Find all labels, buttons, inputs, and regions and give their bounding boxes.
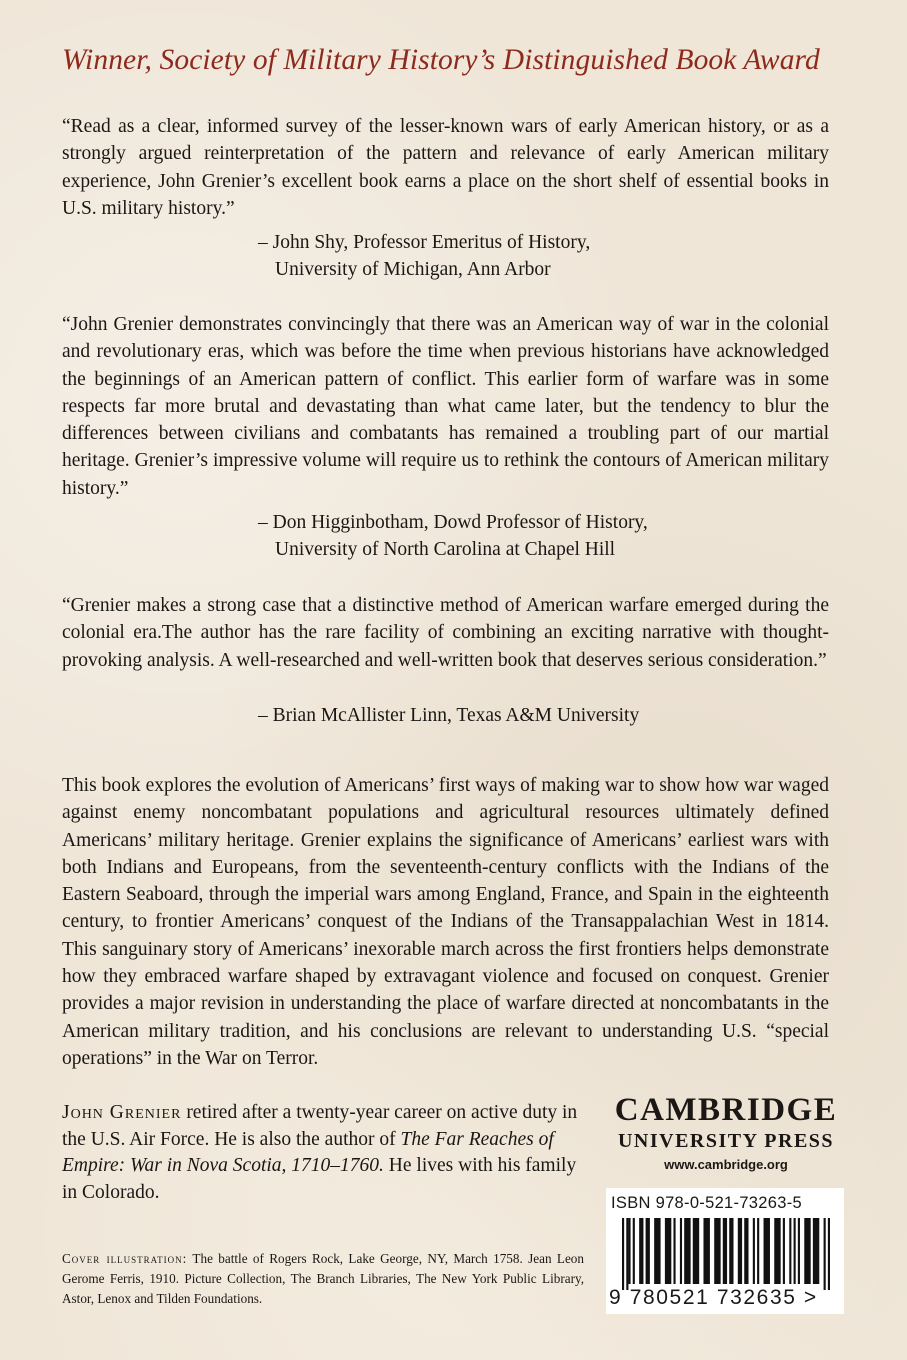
author-bio-closing: He lives with his family in Colorado. — [62, 1155, 577, 1203]
isbn-label: ISBN 978-0-521-73263-5 — [611, 1194, 802, 1212]
barcode-box — [606, 1188, 844, 1314]
publisher-subname: UNIVERSITY PRESS — [617, 1130, 835, 1152]
barcode-bar — [794, 1218, 796, 1284]
barcode-bar — [703, 1218, 709, 1284]
barcode-bar — [804, 1218, 810, 1284]
barcode-bar — [646, 1218, 650, 1284]
barcode-bar — [798, 1218, 800, 1284]
blurb-attribution-shy — [258, 229, 590, 284]
barcode-bar — [738, 1218, 742, 1284]
barcode-bar — [684, 1218, 690, 1284]
ean-digits: 9 780521 732635 > — [609, 1286, 818, 1309]
barcode-bar — [693, 1218, 699, 1284]
barcode-bar — [774, 1218, 780, 1284]
attribution-line-2: University of North Carolina at Chapel Hill — [275, 539, 616, 561]
cover-credit-text: The battle of Rogers Rock, Lake George, NY, March 1758. Jean Leon Gerome Ferris, 1910. Picture Collection, The Branch Libraries, The New York Public Library, Astor, Lenox and Tilden Foundations. — [62, 1251, 584, 1306]
barcode-bar — [744, 1218, 748, 1284]
barcode-bar — [639, 1218, 643, 1284]
publisher-block — [606, 1092, 846, 1175]
barcode-bar — [729, 1218, 733, 1284]
blurb-quote-shy: “Read as a clear, informed survey of the lesser-known wars of early American history, or as a strongly argued reinterpretation of the pattern and relevance of early American military experience, John Grenier’s excellent book earns a place on the short shelf of essential books in U.S. military history.” — [62, 116, 829, 219]
barcode-bar — [813, 1218, 819, 1284]
barcode-bar — [680, 1218, 682, 1284]
book-description: This book explores the evolution of Americans’ first ways of making war to show how war waged against enemy noncombatant populations and agricultural resources ultimately defined Americans’ military heritage. Grenier explains the significance of Americans’ earliest wars with both Indians and Europeans, from the seventeenth-century conflicts with the Indians of the Eastern Seaboard, through the imperial wars among England, France, and Spain in the eighteenth century, to frontier Americans’ conquest of the Indians of the Transappalachian West in 1814. This sanguinary story of Americans’ inexorable march across the first frontiers helps demonstrate how they embraced warfare shaped by extravagant violence and focused on conquest. Grenier provides a major revision in understanding the place of warfare directed at noncombatants in the American military tradition, and his conclusions are relevant to understanding U.S. “special operations” in the War on Terror. — [62, 775, 829, 1069]
author-bio — [62, 1100, 592, 1206]
barcode-bar — [654, 1218, 660, 1284]
barcode-bar — [753, 1218, 755, 1284]
barcode-bar — [628, 1218, 630, 1284]
barcode-bar — [633, 1218, 635, 1284]
barcode-bar — [789, 1218, 791, 1284]
barcode-bar — [714, 1218, 720, 1284]
attribution-line-2: University of Michigan, Ann Arbor — [275, 259, 551, 281]
barcode-bar — [622, 1218, 624, 1290]
barcode-bar — [757, 1218, 759, 1284]
author-bio-text: retired after a twenty-year career on active duty in the U.S. Air Force. He is also the author of — [62, 1102, 578, 1150]
award-banner: Winner, Society of Military History’s Distinguished Book Award — [62, 44, 820, 76]
publisher-url: www.cambridge.org — [664, 1157, 788, 1172]
blurb-attribution-higginbotham — [258, 509, 648, 564]
barcode-bar — [626, 1218, 628, 1290]
blurb-quote-higginbotham: “John Grenier demonstrates convincingly that there was an American way of war in the colonial and revolutionary eras, which was before the time when previous historians have acknowledged the beginnings of an American pattern of conflict. This earlier form of warfare was in some respects far more brutal and devastating than what came later, but the tendency to blur the differences between civilians and combatants has remained a troubling part of our martial heritage. Grenier’s impressive volume will require us to rethink the contours of American military history.” — [62, 314, 829, 499]
cover-credit — [62, 1249, 584, 1309]
attribution-line-1: – Don Higginbotham, Dowd Professor of History, — [258, 512, 648, 533]
blurb-quote-linn: “Grenier makes a strong case that a distinctive method of American warfare emerged during the colonial era.The author has the rare facility of combining an exciting narrative with thought-provoking analysis. A well-researched and well-written book that deserves serious consideration.” — [62, 595, 829, 671]
publisher-name: CAMBRIDGE — [614, 1092, 838, 1128]
barcode-bar — [824, 1218, 826, 1290]
barcode-bar — [828, 1218, 830, 1290]
attribution-line-1: – John Shy, Professor Emeritus of History, — [258, 232, 591, 253]
barcode-bar — [673, 1218, 675, 1284]
author-name: John Grenier — [62, 1102, 182, 1123]
barcode-bar — [723, 1218, 727, 1284]
barcode-bar — [665, 1218, 671, 1284]
cover-credit-label: Cover illustration: — [62, 1251, 188, 1266]
attribution-line-1: – Brian McAllister Linn, Texas A&M University — [258, 705, 640, 726]
barcode-bar — [764, 1218, 770, 1284]
barcode-bar — [783, 1218, 785, 1284]
author-other-book-title: The Far Reaches of Empire: War in Nova Scotia, 1710–1760. — [62, 1128, 554, 1176]
blurb-attribution-linn — [258, 702, 639, 729]
